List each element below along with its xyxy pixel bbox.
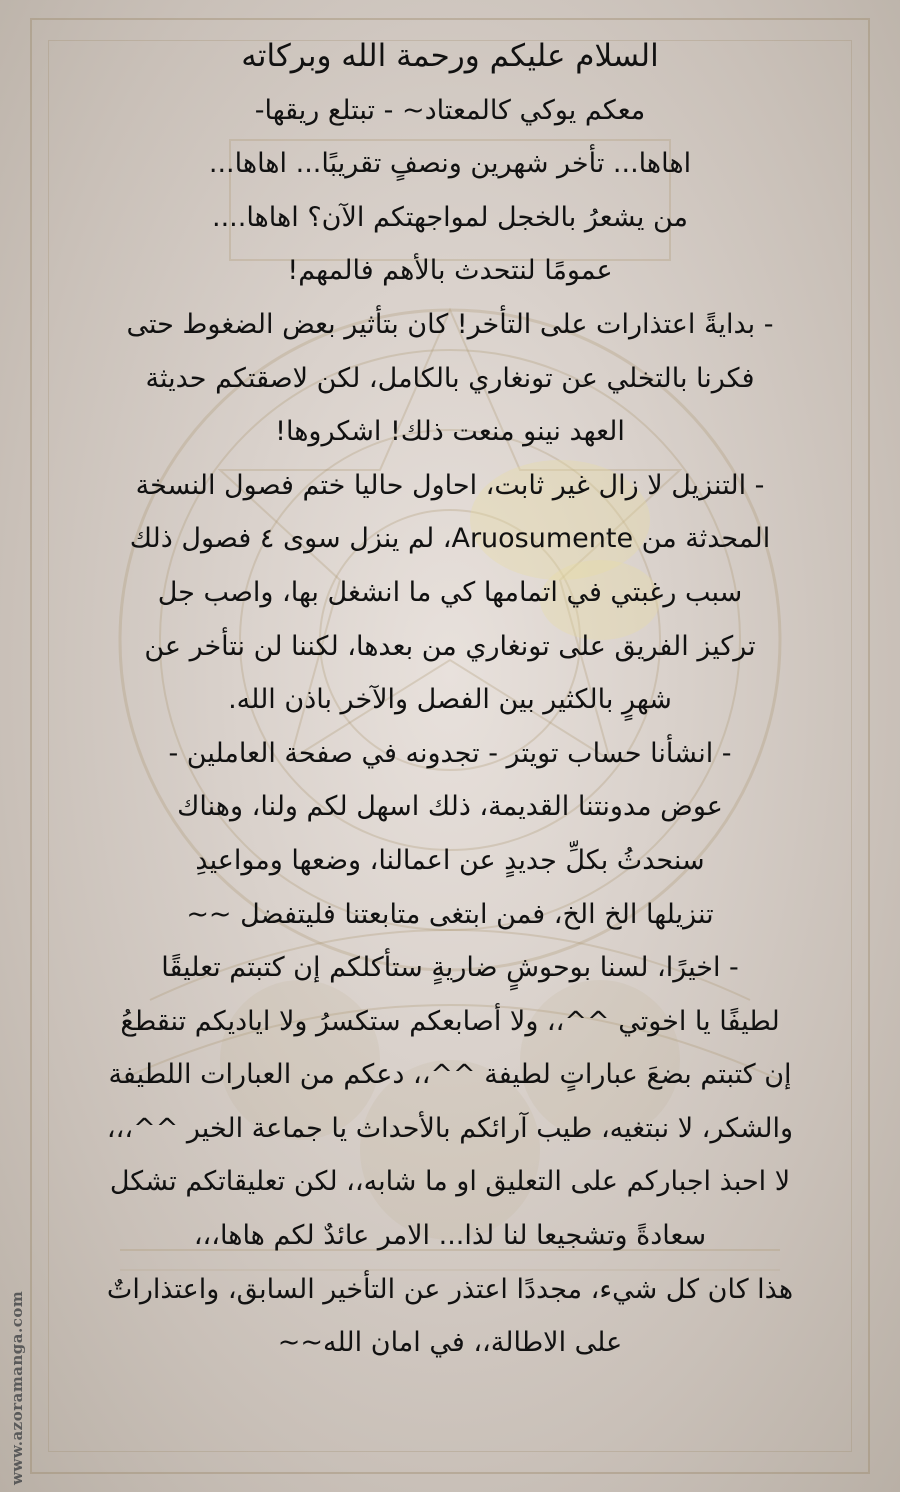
text-line: - انشأنا حساب تويتر - تجدونه في صفحة العاملين -: [168, 737, 732, 769]
text-line: والشكر، لا نبتغيه، طيب آرائكم بالأحداث يا جماعة الخير ^^،،،: [106, 1112, 794, 1144]
text-line: إن كتبتم بضعَ عباراتٍ لطيفة ^^،، دعكم من العبارات اللطيفة: [108, 1059, 792, 1091]
text-line: عوض مدونتنا القديمة، ذلك اسهل لكم ولنا، وهناك: [177, 791, 723, 823]
text-line: - التنزيل لا زال غير ثابت، احاول حاليا ختم فصول النسخة: [135, 469, 765, 501]
text-line: سنحدثُ بكلِّ جديدٍ عن اعمالنا، وضعها ومواعيدِ: [195, 844, 705, 876]
text-line: من يشعرُ بالخجل لمواجهتكم الآن؟ اهاها....: [212, 201, 688, 233]
text-line: لا احبذ اجباركم على التعليق او ما شابه،، لكن تعليقاتكم تشكل: [109, 1166, 791, 1198]
text-line: معكم يوكي كالمعتاد~ - تبتلع ريقها-: [254, 94, 646, 126]
text-line: هذا كان كل شيء، مجددًا اعتذر عن التأخير السابق، واعتذاراتٌ: [106, 1273, 794, 1305]
text-line: عمومًا لنتحدث بالأهم فالمهم!: [287, 255, 613, 287]
watermark-text: www.azoramanga.com: [8, 1290, 26, 1485]
announcement-text: [60, 30, 840, 1370]
text-line: العهد نينو منعت ذلك! اشكروها!: [275, 416, 625, 448]
text-line: - بدايةً اعتذارات على التأخر! كان بتأثير بعض الضغوط حتى: [126, 308, 774, 340]
text-line: سبب رغبتي في اتمامها كي ما انشغل بها، واصب جل: [157, 576, 743, 608]
text-line: لطيفًا يا اخوتي ^^،، ولا أصابعكم ستكسرُ ولا اياديكم تنقطعُ: [120, 1005, 780, 1037]
text-line: فكرنا بالتخلي عن تونغاري بالكامل، لكن لاصقتكم حديثة: [145, 362, 755, 394]
text-line: سعادةً وتشجيعا لنا لذا... الامر عائدٌ لكم هاها،،،: [193, 1220, 707, 1252]
text-line: شهرٍ بالكثير بين الفصل والآخر باذن الله.: [228, 684, 672, 716]
greeting-line: السلام عليكم ورحمة الله وبركاته: [241, 38, 659, 74]
site-watermark: [4, 1235, 26, 1485]
text-line: المحدثة من Aruosumente، لم ينزل سوى ٤ فصول ذلك: [129, 523, 771, 555]
text-line: على الاطالة،، في امان الله~~: [277, 1327, 623, 1359]
text-line: اهاها... تأخر شهرين ونصفٍ تقريبًا... اهاها...: [208, 148, 692, 180]
text-line: - اخيرًا، لسنا بوحوشٍ ضاريةٍ ستأكلكم إن كتبتم تعليقًا: [161, 952, 739, 984]
text-line: تنزيلها الخ الخ، فمن ابتغى متابعتنا فليتفضل ~~: [186, 898, 714, 930]
text-line: تركيز الفريق على تونغاري من بعدها، لكننا لن نتأخر عن: [144, 630, 756, 662]
